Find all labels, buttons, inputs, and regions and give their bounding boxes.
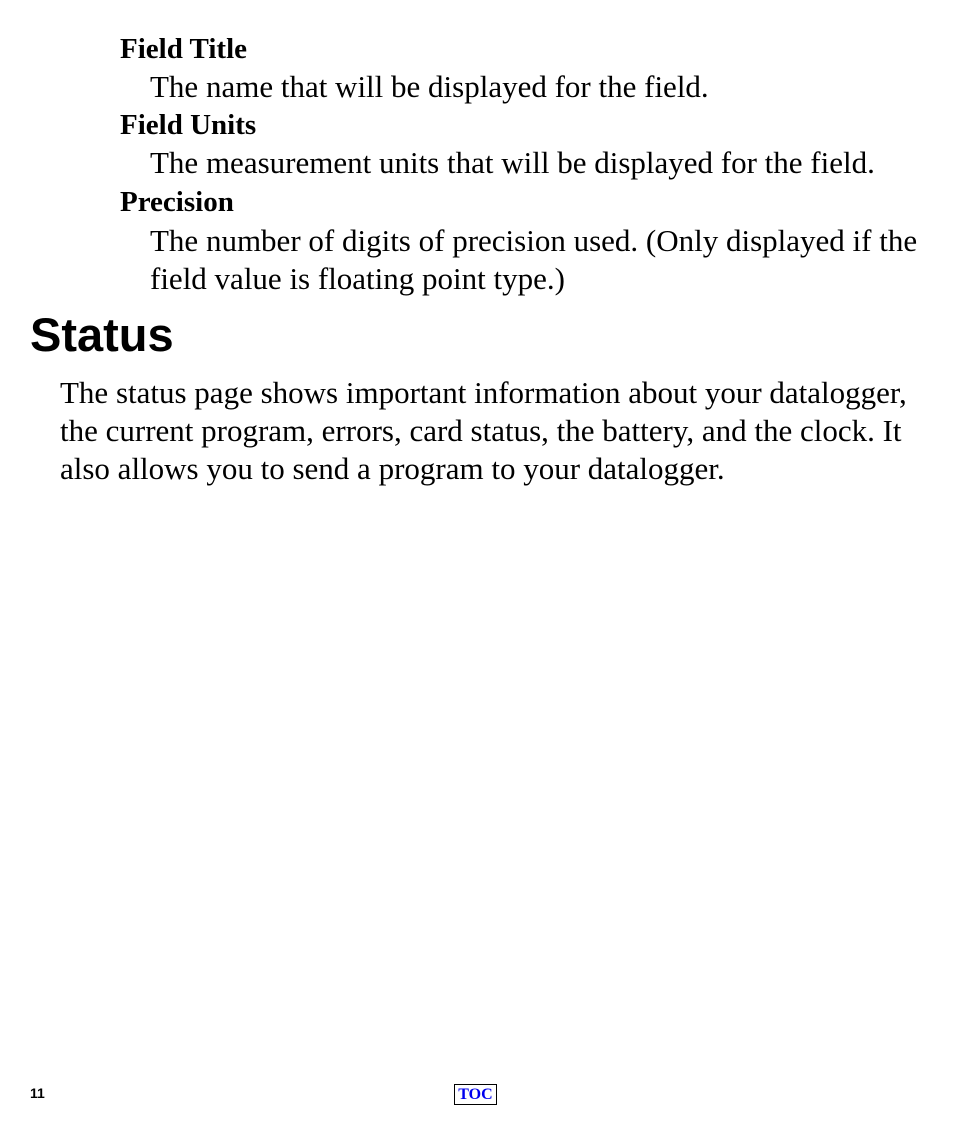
field-definition-field-title: The name that will be displayed for the field.	[150, 69, 709, 104]
section-heading-status: Status	[30, 308, 174, 361]
page-number: 11	[30, 1085, 45, 1101]
field-definition-precision: The number of digits of precision used. (Only displayed if the field value is floating point type.)	[150, 223, 918, 296]
field-term-precision: Precision	[120, 186, 234, 218]
field-definition-field-units: The measurement units that will be displayed for the field.	[150, 145, 875, 180]
section-body-status: The status page shows important information about your datalogger, the current program, errors, card status, the battery, and the clock. It also allows you to send a program to your datalogger.	[60, 375, 907, 486]
field-term-field-title: Field Title	[120, 33, 248, 65]
toc-link[interactable]: TOC	[454, 1084, 497, 1105]
field-term-field-units: Field Units	[120, 109, 257, 141]
